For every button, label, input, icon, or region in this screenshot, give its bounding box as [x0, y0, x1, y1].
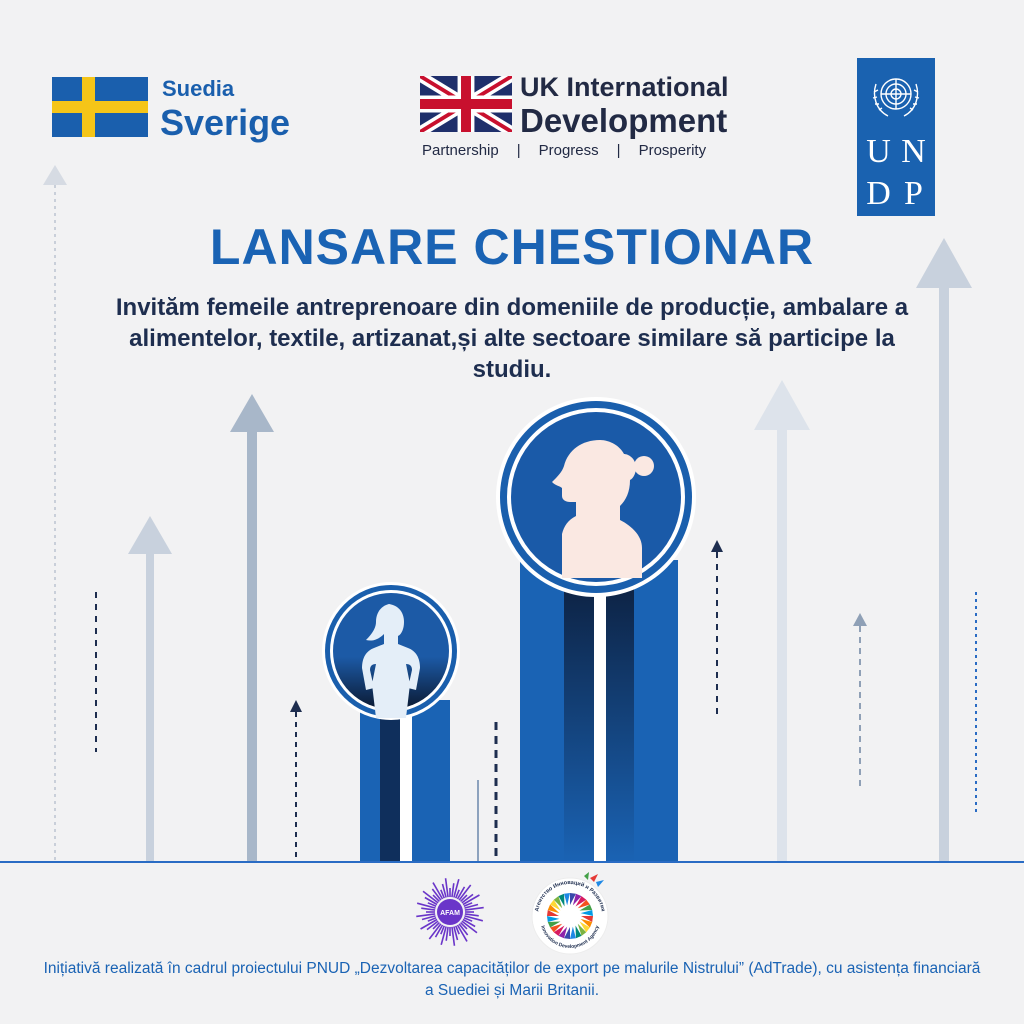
- sweden-name-sv: Sverige: [160, 102, 291, 143]
- arrow-light-left: [128, 516, 172, 862]
- undp-letter-u: U: [866, 133, 891, 170]
- footer-note: Inițiativă realizată în cadrul proiectului PNUD „Dezvoltarea capacităților de export pe malurile Nistrului” (AdTrade), cu asistența financiară a Suediei și Marii Britanii.: [43, 960, 981, 999]
- afam-ray: [452, 883, 454, 897]
- afam-logo: [410, 872, 490, 952]
- uk-title-line2: Development: [520, 102, 728, 139]
- tagline-progress: Progress: [538, 142, 599, 159]
- afam-ray: [446, 927, 448, 941]
- un-emblem-icon: [866, 66, 926, 126]
- arrow-small-grey-right: [853, 613, 867, 790]
- arrow-light-right: [754, 380, 810, 862]
- afam-ray: [465, 914, 479, 916]
- undp-logo: [857, 58, 935, 216]
- uk-title-line1: UK International: [520, 72, 729, 102]
- uk-tagline: [422, 142, 706, 159]
- innovation-development-agency-logo: [528, 872, 612, 956]
- ida-text-bottom: Innovation Development Agency: [539, 924, 601, 951]
- undp-letter-n: N: [901, 133, 926, 170]
- afam-logo-text: AFAM: [440, 910, 460, 917]
- union-jack-flag-icon: [420, 76, 512, 132]
- tagline-partnership: Partnership: [422, 142, 499, 159]
- arrow-grey-mid-left: [230, 394, 274, 862]
- undp-letter-p: P: [904, 175, 923, 212]
- invitation-text: Invităm femeile antreprenoare din domeniile de producție, ambalare a alimentelor, textile, artizanat,și alte sectoare similare să participe la studiu.: [115, 294, 909, 383]
- sweden-flag-icon: [52, 77, 148, 137]
- tagline-separator: |: [516, 142, 521, 159]
- baseline-divider: [0, 861, 1024, 863]
- afam-ray: [421, 908, 435, 910]
- tagline-prosperity: Prosperity: [638, 142, 707, 159]
- pillar-left: [360, 700, 450, 862]
- undp-letters: [861, 134, 931, 212]
- arrow-small-dark-right: [711, 540, 723, 716]
- undp-letter-d: D: [866, 175, 891, 212]
- arrow-tall-right: [916, 238, 972, 862]
- arrow-small-dark-left: [290, 700, 302, 862]
- ida-text-top: Агентство Инноваций и Развития: [534, 879, 606, 913]
- uk-international-development-logo: [420, 72, 740, 167]
- pillar-right: [520, 560, 678, 862]
- headline-title: LANSARE CHESTIONAR: [209, 219, 815, 275]
- tagline-separator: |: [616, 142, 621, 159]
- sweden-logo: [52, 72, 302, 152]
- sweden-name-ro: Suedia: [162, 76, 235, 101]
